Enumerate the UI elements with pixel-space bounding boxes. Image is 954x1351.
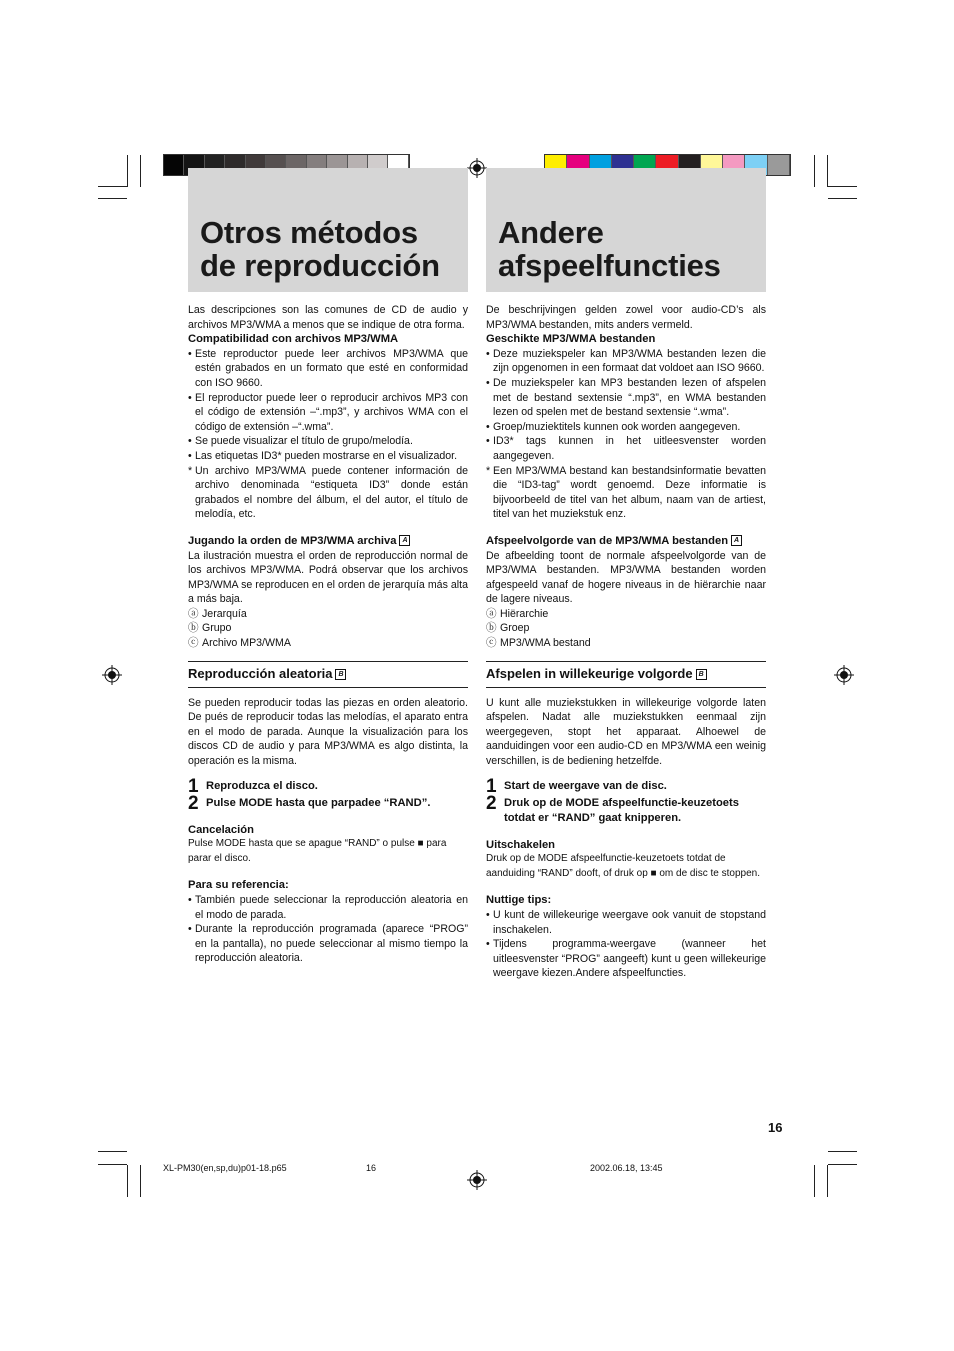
list-item-text: U kunt de willekeurige weergave ook vanuit de stopstand inschakelen. (493, 909, 766, 936)
step-text: Druk op de MODE afspeelfunctie-keuzetoets totdat er “RAND” gaat knipperen. (504, 796, 739, 824)
badge-a: A (731, 535, 742, 546)
section-heading-text: Reproducción aleatoria (188, 665, 333, 681)
list-item (486, 464, 766, 522)
cancel-text: Druk op de MODE afspeelfunctie-keuzetoets totdat de aanduiding “RAND” dooft, of druk op ■ om de disc te stoppen. (486, 853, 760, 879)
badge-b: B (696, 669, 707, 680)
list-item-text: De muziekspeler kan MP3 bestanden lezen of afspelen met de bestand sextensie “.mp3”, en WMA bestanden lezen od spelen met de bestand sextensie “.wma”. (493, 376, 766, 419)
compat-list (188, 347, 468, 522)
bullet-mark: • (486, 420, 490, 433)
order-heading-text: Afspeelvolgorde van de MP3/WMA bestanden (486, 534, 729, 547)
page-number: 16 (768, 1120, 783, 1135)
list-item (188, 449, 468, 464)
ref-list (188, 893, 468, 966)
step-text: Reproduzca el disco. (206, 779, 318, 792)
order-text: De afbeelding toont de normale afspeelvolgorde van de MP3/WMA bestanden. MP3/WMA bestanden worden afgespeeld vanaf de hogere niveaus in de hiërarchie naar de lagere niveaus. (486, 549, 766, 606)
list-item (188, 391, 468, 435)
bullet-mark: • (486, 909, 490, 921)
legend-mark: ⓐ (486, 607, 497, 620)
legend-item (188, 607, 468, 622)
list-item (486, 434, 766, 463)
registration-target-icon (102, 665, 122, 685)
order-heading (486, 534, 766, 549)
registration-target-icon (467, 158, 487, 178)
step-number: 1 (188, 775, 199, 797)
bullet-mark: • (188, 435, 192, 448)
legend-item (486, 636, 766, 651)
gray-swatch (164, 155, 184, 175)
list-item-text: Durante la reproducción programada (aparece “PROG” en la pantalla), no puede seleccionar al mismo tiempo la reproducción aleatoria. (195, 923, 468, 965)
list-item (188, 893, 468, 922)
color-swatch (768, 155, 790, 175)
step-item (188, 775, 468, 797)
step-item (486, 775, 766, 797)
legend-text: Grupo (202, 622, 232, 635)
cancel-heading: Cancelación (188, 823, 254, 836)
legend-item (486, 621, 766, 636)
registration-target-icon (467, 1170, 487, 1190)
intro-text: De beschrijvingen gelden zowel voor audio-CD’s als MP3/WMA bestanden, mits anders vermeld. (486, 304, 766, 331)
column-dutch (486, 303, 766, 981)
legend-item (486, 607, 766, 622)
list-item-text: Tijdens programma-weergave (wanneer het uitleesvenster “PROG” aangeeft) kunt u geen willekeurige weergave kiezen.Andere afspeelfuncties. (493, 938, 766, 980)
list-item (486, 420, 766, 435)
legend-mark: ⓑ (188, 622, 199, 635)
bullet-mark: • (486, 435, 490, 448)
compat-heading: Geschikte MP3/WMA bestanden (486, 333, 656, 346)
step-text: Start de weergave van de disc. (504, 779, 667, 792)
bullet-mark: • (486, 376, 490, 389)
footer-date: 2002.06.18, 13:45 (590, 1163, 663, 1173)
section-heading-random (188, 661, 468, 688)
list-item-text: El reproductor puede leer o reproducir archivos MP3 con el código de extensión –“.mp3”, y archivos WMA con el código de extensión –“.wma”. (195, 391, 468, 433)
list-item (486, 376, 766, 420)
step-number: 2 (188, 792, 199, 814)
ref-list (486, 908, 766, 981)
title-box-right (486, 168, 766, 292)
step-number: 1 (486, 775, 497, 797)
bullet-mark: * (188, 464, 193, 477)
list-item-text: Deze muziekspeler kan MP3/WMA bestanden lezen die zijn opgenomen in een formaat dat voldoet aan ISO 9660. (493, 347, 766, 375)
legend-text: MP3/WMA bestand (500, 637, 591, 650)
legend-text: Groep (500, 622, 530, 635)
badge-b: B (335, 669, 346, 680)
ref-heading: Para su referencia: (188, 879, 289, 892)
list-item (188, 922, 468, 966)
step-text: Pulse MODE hasta que parpadee “RAND”. (206, 796, 431, 809)
list-item (188, 347, 468, 391)
order-heading-text: Jugando la orden de MP3/WMA archiva (188, 534, 397, 547)
legend-mark: ⓑ (486, 622, 497, 635)
list-item-text: ID3* tags kunnen in het uitleesvenster worden aangegeven. (493, 435, 766, 462)
bullet-mark: • (486, 938, 490, 951)
footer-file: XL-PM30(en,sp,du)p01-18.p65 (163, 1163, 287, 1173)
bullet-mark: • (188, 347, 192, 360)
list-item (486, 937, 766, 981)
list-item-text: Un archivo MP3/WMA puede contener información de archivo denominada “estiqueta ID3” donde están grabados el nombre del álbum, el del autor, el título de melodía, etc. (195, 464, 468, 521)
step-item (188, 792, 468, 814)
legend-item (188, 636, 468, 651)
list-item-text: Este reproductor puede leer archivos MP3/WMA que estén grabados en un formato que esté en conformidad con ISO 9660. (195, 347, 468, 389)
legend-mark: ⓒ (188, 637, 199, 650)
page-title-es: Otros métodos de reproducción (200, 215, 440, 283)
step-number: 2 (486, 792, 497, 814)
order-heading (188, 534, 468, 549)
title-box-left (188, 168, 468, 292)
list-item-text: Een MP3/WMA bestand kan bestandsinformatie bevatten die “ID3-tag” wordt genoemd. Deze informatie is bijvoorbeeld de titel van het album, naam van de artiest, titel van het muziekstuk enz. (493, 464, 766, 521)
bullet-mark: * (486, 464, 491, 477)
list-item (486, 908, 766, 937)
cancel-text: Pulse MODE hasta que se apague “RAND” o pulse ■ para parar el disco. (188, 838, 447, 864)
random-text: Se pueden reproducir todas las piezas en orden aleatorio. De pués de reproducir todas las melodías, el aparato entra en el modo de parada. Aunque la visualización para los discos CD de audio y para MP3/WMA es algo distinta, la operación es la misma. (188, 696, 468, 768)
steps (486, 775, 766, 826)
steps (188, 775, 468, 814)
ref-heading: Nuttige tips: (486, 894, 552, 907)
list-item-text: También puede seleccionar la reproducción aleatoria en el modo de parada. (195, 894, 468, 921)
compat-heading: Compatibilidad con archivos MP3/WMA (188, 333, 399, 346)
step-item (486, 792, 766, 826)
page-title-nl: Andere afspeelfuncties (498, 215, 721, 283)
list-item (486, 347, 766, 376)
registration-target-icon (834, 665, 854, 685)
order-text: La ilustración muestra el orden de reproducción normal de los archivos MP3/WMA. Podrá observar que los archivos MP3/WMA se reproducen en el orden de jerarquía más alta a más baja. (188, 549, 468, 606)
legend-mark: ⓐ (188, 607, 199, 620)
legend-mark: ⓒ (486, 637, 497, 650)
list-item-text: Las etiquetas ID3* pueden mostrarse en el visualizador. (195, 449, 458, 462)
legend-text: Hiërarchie (500, 607, 549, 620)
section-heading-text: Afspelen in willekeurige volgorde (486, 665, 693, 681)
intro-text: Las descripciones son las comunes de CD de audio y archivos MP3/WMA a menos que se indique de otra forma. (188, 304, 468, 331)
bullet-mark: • (486, 347, 490, 360)
list-item-text: Se puede visualizar el título de grupo/melodía. (195, 435, 413, 448)
legend-item (188, 621, 468, 636)
footer-page: 16 (366, 1163, 377, 1173)
cancel-heading: Uitschakelen (486, 838, 556, 851)
compat-list (486, 347, 766, 522)
list-item-text: Groep/muziektitels kunnen ook worden aangegeven. (493, 420, 741, 433)
list-item (188, 464, 468, 522)
legend-text: Jerarquía (202, 607, 247, 620)
column-spanish (188, 303, 468, 966)
list-item (188, 434, 468, 449)
section-heading-random (486, 661, 766, 688)
random-text: U kunt alle muziekstukken in willekeurige volgorde laten afspelen. Nadat alle muziekstukken eenmaal zijn weergegeven, stopt het apparaat. Alhoewel de aanduidingen voor een audio-CD en MP3/WMA een weinig verschillen, is de bediening hetzelfde. (486, 696, 766, 768)
bullet-mark: • (188, 449, 192, 462)
badge-a: A (399, 535, 410, 546)
bullet-mark: • (188, 923, 192, 936)
legend-text: Archivo MP3/WMA (202, 637, 291, 650)
bullet-mark: • (188, 894, 192, 906)
bullet-mark: • (188, 391, 192, 404)
